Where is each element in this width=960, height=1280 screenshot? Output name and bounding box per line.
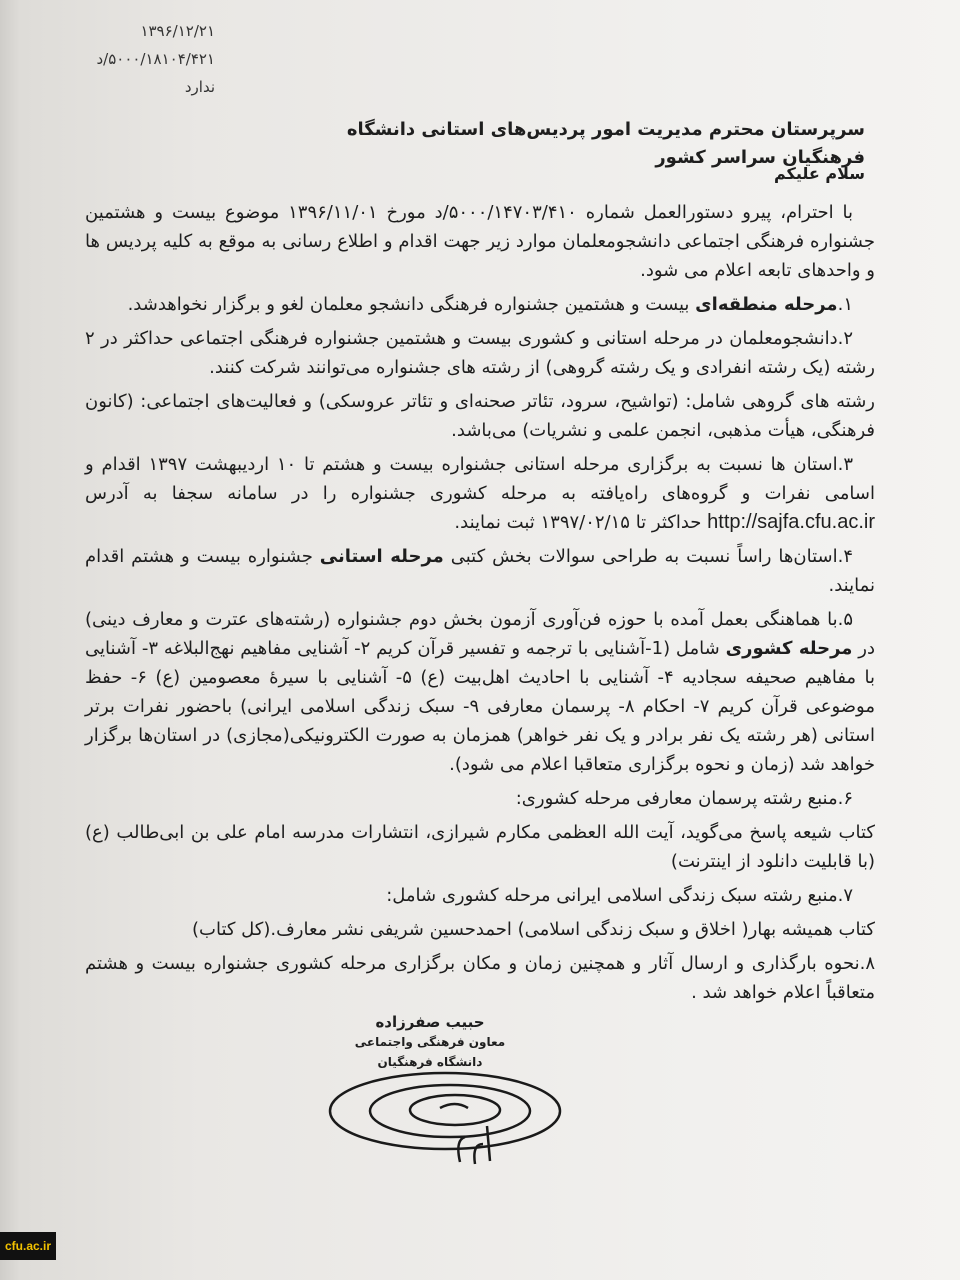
intro-paragraph: با احترام، پیرو دستورالعمل شماره ۵۰۰۰/۱۴۷۰۳/۴۱۰/د مورخ ۱۳۹۶/۱۱/۰۱ موضوع بیست و هشتمین جشنواره فرهنگی اجتماعی دانشجومعلمان موارد زیر جهت اقدام و اطلاع رسانی به موقع به کلیه پردیس ها و واحدهای تابعه اعلام می شود. (85, 202, 875, 281)
handwritten-signature (325, 1066, 575, 1166)
addressee: سرپرستان محترم مدیریت امور پردیس‌های استانی دانشگاه فرهنگیان سراسر کشور (346, 119, 865, 168)
item-2-group-fields: رشته های گروهی شامل: (تواشیح، سرود، تئاتر صحنه‌ای و تئاتر عروسکی) و فعالیت‌های اجتماعی: (کانون فرهنگی، هیأت مذهبی، انجمن علمی و نشریات) می‌باشد. (85, 391, 875, 441)
signatory-org: دانشگاه فرهنگیان (377, 1055, 483, 1069)
signatory-title: معاون فرهنگی واجتماعی (354, 1035, 506, 1049)
letter-number: ۵۰۰۰/۱۸۱۰۴/۴۲۱/د (96, 50, 215, 68)
item-1: ۱.مرحله منطقه‌ای بیست و هشتمین جشنواره فرهنگی دانشجو معلمان لغو و برگزار نخواهدشد. (127, 294, 853, 315)
item-2: ۲.دانشجومعلمان در مرحله استانی و کشوری بیست و هشتمین جشنواره فرهنگی اجتماعی حداکثر در ۲ رشته (یک رشته انفرادی و یک رشته گروهی) از رشته های جشنواره می‌توانند شرکت کنند. (85, 328, 875, 378)
signature-block (340, 1012, 520, 1072)
sajfa-url[interactable]: http://sajfa.cfu.ac.ir (707, 511, 875, 533)
letter-body (85, 198, 875, 1166)
item-5: ۵.با هماهنگی بعمل آمده با حوزه فن‌آوری آزمون بخش دوم جشنواره (رشته‌های عترت و معارف دینی) در مرحله کشوری شامل (1-آشنایی با ترجمه و تفسیر قرآن کریم ۲- آشنایی مفاهیم نهج‌البلاغه ۳- آشنایی با مفاهیم صحیفه سجادیه ۴- آشنایی با احادیث اهل‌بیت (ع) ۵- آشنایی با سیرهٔ معصومین (ع) ۶- حفظ موضوعی قرآن کریم ۷- احکام ۸- پرسمان معارفی ۹- سبک زندگی اسلامی ایرانی) باحضور نفرات برتر استانی (هر رشته یک نفر برادر و یک نفر خواهر) همزمان به صورت الکترونیکی(مجازی) در استان‌ها برگزار خواهد شد (زمان و نحوه برگزاری متعاقبا اعلام می شود). (85, 609, 875, 775)
signatory-name: حبیب صفرزاده (375, 1013, 485, 1031)
item-6-source: کتاب شیعه پاسخ می‌گوید، آیت الله العظمی مکارم شیرازی، انتشارات مدرسه امام علی بن ابی‌طالب (ع) (با قابلیت دانلود از اینترنت) (85, 822, 875, 872)
item-7: ۷.منبع رشته سبک زندگی اسلامی ایرانی مرحله کشوری شامل: (386, 885, 853, 906)
item-8: ۸.نحوه بارگذاری و ارسال آثار و همچنین زمان و مکان برگزاری مرحله کشوری جشنواره بیست و هشتم متعاقباً اعلام خواهد شد . (85, 953, 875, 1003)
item-4: ۴.استان‌ها راساً نسبت به طراحی سوالات بخش کتبی مرحله استانی جشنواره بیست و هشتم اقدام نمایند. (85, 546, 875, 596)
cfu-watermark-logo: cfu.ac.ir (0, 1232, 56, 1260)
item-7-source: کتاب همیشه بهار( اخلاق و سبک زندگی اسلامی) احمدحسین شریفی نشر معارف.(کل کتاب) (192, 919, 875, 940)
greeting: سلام علیکم (773, 164, 865, 183)
item-3: ۳.استان ها نسبت به برگزاری مرحله استانی جشنواره بیست و هشتم تا ۱۰ اردیبهشت ۱۳۹۷ اقدام و اسامی نفرات و گروه‌های راه‌یافته به مرحله کشوری جشنواره را در سامانه سجفا به آدرس http://sajfa.cfu.ac.ir حداکثر تا ۱۳۹۷/۰۲/۱۵ ثبت نمایند. (85, 454, 875, 533)
letter-attachment: ندارد (184, 78, 215, 96)
item-6: ۶.منبع رشته پرسمان معارفی مرحله کشوری: (515, 788, 853, 809)
letter-date: ۱۳۹۶/۱۲/۲۱ (140, 22, 215, 40)
